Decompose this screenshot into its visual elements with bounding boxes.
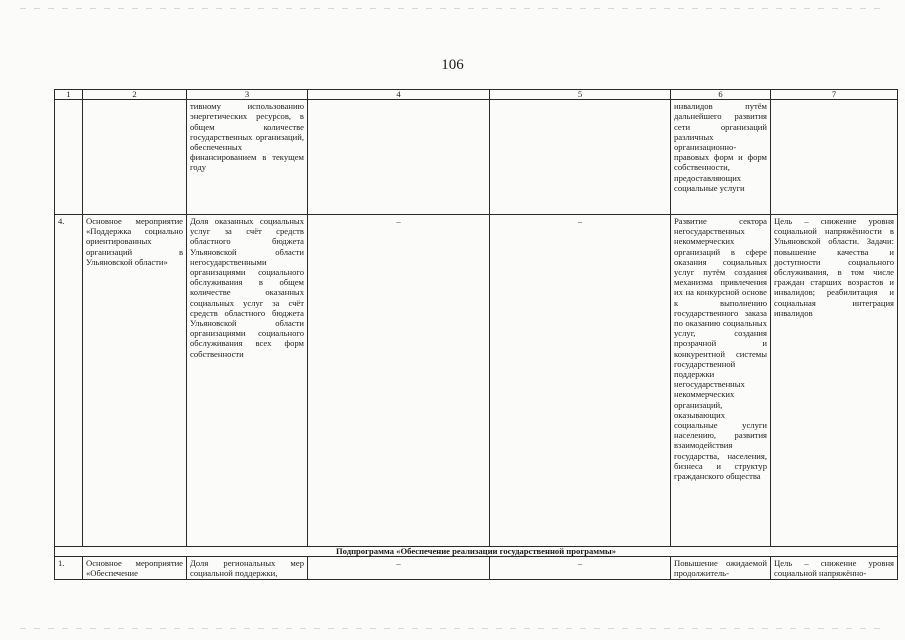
column-5-cell: – bbox=[490, 214, 671, 546]
measure-name bbox=[83, 100, 187, 215]
header-col-2: 2 bbox=[83, 90, 187, 100]
goal-cell bbox=[771, 100, 898, 215]
header-col-5: 5 bbox=[490, 90, 671, 100]
goal-cell: Цель – снижение уровня социальной напряжённости в Ульяновской области. Задачи: повышение качества и доступности социального обслуживания, в том числе граждан старших возрастов и инвалидов; реабилитация и социальная интеграция инвалидов bbox=[771, 214, 898, 546]
header-col-6: 6 bbox=[671, 90, 771, 100]
table-row bbox=[55, 214, 898, 546]
scan-noise-bottom bbox=[20, 628, 885, 629]
measure-name: Основное мероприятие «Поддержка социально ориентированных организаций в Ульяновской области» bbox=[83, 214, 187, 546]
header-col-4: 4 bbox=[308, 90, 490, 100]
column-5-cell: – bbox=[490, 557, 671, 580]
header-col-7: 7 bbox=[771, 90, 898, 100]
table-row bbox=[55, 100, 898, 215]
column-4-cell bbox=[308, 100, 490, 215]
header-col-3: 3 bbox=[187, 90, 308, 100]
subprogram-title: Подпрограмма «Обеспечение реализации государственной программы» bbox=[55, 547, 898, 557]
description-cell: Повышение ожидаемой продолжитель- bbox=[671, 557, 771, 580]
table-row bbox=[55, 557, 898, 580]
subprogram-row bbox=[55, 547, 898, 557]
page-number: 106 bbox=[441, 57, 464, 73]
column-5-cell bbox=[490, 100, 671, 215]
header-col-1: 1 bbox=[55, 90, 83, 100]
table-header-row bbox=[55, 90, 898, 100]
indicator-cell: Доля оказанных социальных услуг за счёт средств областного бюджета Ульяновской области негосударственными организациями социального обслуживания в общем количестве оказанных социальных услуг за счёт средств областного бюджета Ульяновской области организациями социального обслуживания всех форм собственности bbox=[187, 214, 308, 546]
scan-noise-top bbox=[20, 8, 885, 9]
measure-name: Основное мероприятие «Обеспечение bbox=[83, 557, 187, 580]
column-4-cell: – bbox=[308, 557, 490, 580]
row-number bbox=[55, 100, 83, 215]
goal-cell: Цель – снижение уровня социальной напряжённо- bbox=[771, 557, 898, 580]
indicator-cell: Доля региональных мер социальной поддержки, bbox=[187, 557, 308, 580]
indicator-cell: тивному использованию энергетических ресурсов, в общем количестве государственных организаций, обеспеченных финансированием в текущем году bbox=[187, 100, 308, 215]
column-4-cell: – bbox=[308, 214, 490, 546]
row-number: 1. bbox=[55, 557, 83, 580]
program-measures-table bbox=[54, 89, 898, 580]
description-cell: инвалидов путём дальнейшего развития сети организаций различных организационно-правовых форм и форм собственности, предоставляющих социальные услуги bbox=[671, 100, 771, 215]
row-number: 4. bbox=[55, 214, 83, 546]
description-cell: Развитие сектора негосударственных некоммерческих организаций в сфере оказания социальных услуг путём создания механизма привлечения их на конкурсной основе к выполнению государственного заказа по оказанию социальных услуг, создания прозрачной и конкурентной системы государственной поддержки негосударственных некоммерческих организаций, оказывающих социальные услуги населению, развития взаимодействия государства, населения, бизнеса и структур гражданского общества bbox=[671, 214, 771, 546]
